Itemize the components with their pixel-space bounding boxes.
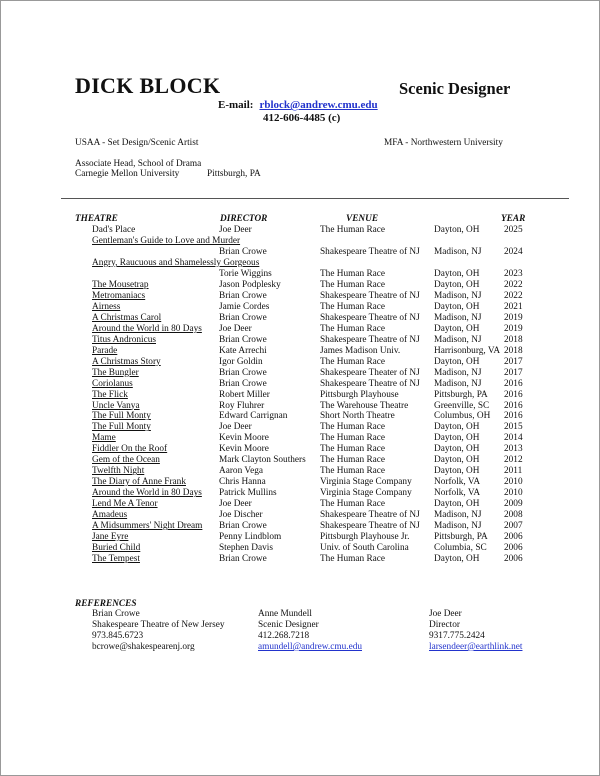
city: Dayton, OH bbox=[434, 301, 480, 312]
city: Dayton, OH bbox=[434, 499, 480, 510]
director: Chris Hanna bbox=[219, 477, 266, 488]
year: 2017 bbox=[504, 367, 523, 378]
city: Dayton, OH bbox=[434, 455, 480, 466]
director: Brian Crowe bbox=[219, 554, 267, 565]
venue: Pittsburgh Playhouse bbox=[320, 389, 399, 400]
table-row bbox=[1, 280, 599, 291]
production-title: The Tempest bbox=[92, 554, 140, 565]
director: Jason Podplesky bbox=[219, 279, 281, 290]
credits-table bbox=[1, 225, 599, 565]
city: Norfolk, VA bbox=[434, 488, 481, 499]
table-row bbox=[1, 521, 599, 532]
director: Joe Deer bbox=[219, 323, 252, 334]
table-row bbox=[1, 302, 599, 313]
table-row bbox=[1, 510, 599, 521]
production-title: Around the World in 80 Days bbox=[92, 323, 202, 334]
reference-email-link[interactable]: larsendeer@earthlink.net bbox=[429, 642, 523, 652]
year: 2006 bbox=[504, 554, 523, 565]
year: 2019 bbox=[504, 323, 523, 334]
position: Associate Head, School of Drama bbox=[75, 159, 202, 169]
table-row bbox=[1, 236, 599, 247]
venue: The Human Race bbox=[320, 323, 386, 334]
director: Brian Crowe bbox=[219, 367, 267, 378]
reference-entry bbox=[92, 609, 225, 653]
header-year: YEAR bbox=[501, 214, 526, 224]
production-title: Fiddler On the Roof bbox=[92, 444, 168, 455]
director: Joe Deer bbox=[219, 422, 252, 433]
year: 2019 bbox=[504, 312, 523, 323]
production-title: Titus Andronicus bbox=[92, 334, 156, 345]
year: 2009 bbox=[504, 499, 523, 510]
production-title: Metromaniacs bbox=[92, 290, 146, 301]
reference-entry bbox=[429, 609, 522, 653]
director: Brian Crowe bbox=[219, 246, 267, 257]
table-row bbox=[1, 346, 599, 357]
year: 2016 bbox=[504, 378, 523, 389]
city: Pittsburgh, PA bbox=[434, 389, 488, 400]
city: Madison, NJ bbox=[434, 510, 482, 521]
city: Columbia, SC bbox=[434, 543, 487, 554]
venue: James Madison Univ. bbox=[320, 345, 401, 356]
year: 2012 bbox=[504, 455, 523, 466]
director: Torie Wiggins bbox=[219, 268, 272, 279]
table-row bbox=[1, 247, 599, 258]
references-heading: REFERENCES bbox=[75, 599, 137, 609]
table-row bbox=[1, 433, 599, 444]
production-title: Parade bbox=[92, 345, 118, 356]
city: Madison, NJ bbox=[434, 246, 482, 257]
table-row bbox=[1, 422, 599, 433]
venue: The Human Race bbox=[320, 433, 386, 444]
year: 2017 bbox=[504, 356, 523, 367]
table-row bbox=[1, 532, 599, 543]
reference-org: Director bbox=[429, 620, 460, 630]
production-title: The Diary of Anne Frank bbox=[92, 477, 186, 488]
email-link[interactable]: rblock@andrew.cmu.edu bbox=[259, 99, 378, 111]
reference-entry bbox=[258, 609, 362, 653]
year: 2016 bbox=[504, 389, 523, 400]
city: Madison, NJ bbox=[434, 334, 482, 345]
year: 2006 bbox=[504, 532, 523, 543]
venue: Shakespeare Theatre of NJ bbox=[320, 510, 420, 521]
venue: The Human Race bbox=[320, 499, 386, 510]
header-director: DIRECTOR bbox=[220, 214, 268, 224]
venue: Shakespeare Theatre of NJ bbox=[320, 334, 420, 345]
name-heading: DICK BLOCK bbox=[75, 73, 221, 98]
table-row bbox=[1, 291, 599, 302]
location: Pittsburgh, PA bbox=[207, 169, 261, 179]
venue: Shakespeare Theatre of NJ bbox=[320, 290, 420, 301]
director: Brian Crowe bbox=[219, 334, 267, 345]
city: Norfolk, VA bbox=[434, 477, 481, 488]
venue: The Human Race bbox=[320, 356, 386, 367]
venue: Shakespeare Theatre of NJ bbox=[320, 246, 420, 257]
city: Dayton, OH bbox=[434, 356, 480, 367]
city: Madison, NJ bbox=[434, 367, 482, 378]
role-heading: Scenic Designer bbox=[399, 79, 511, 98]
venue: The Human Race bbox=[320, 466, 386, 477]
venue: Pittsburgh Playhouse Jr. bbox=[320, 532, 410, 543]
city: Pittsburgh, PA bbox=[434, 532, 488, 543]
director: Jamie Cordes bbox=[219, 301, 270, 312]
director: Brian Crowe bbox=[219, 378, 267, 389]
production-title: The Full Monty bbox=[92, 422, 151, 433]
reference-name: Anne Mundell bbox=[258, 609, 312, 619]
year: 2022 bbox=[504, 279, 523, 290]
year: 2015 bbox=[504, 422, 523, 433]
table-row bbox=[1, 499, 599, 510]
production-title: Angry, Raucuous and Shamelessly Gorgeous bbox=[92, 257, 260, 268]
production-title: Mame bbox=[92, 433, 116, 444]
director: Brian Crowe bbox=[219, 290, 267, 301]
production-title: The Full Monty bbox=[92, 411, 151, 422]
director: Kate Arrechi bbox=[219, 345, 267, 356]
city: Madison, NJ bbox=[434, 521, 482, 532]
city: Dayton, OH bbox=[434, 466, 480, 477]
production-title: Uncle Vanya bbox=[92, 400, 140, 411]
year: 2023 bbox=[504, 268, 523, 279]
director: Joe Deer bbox=[219, 499, 252, 510]
year: 2014 bbox=[504, 433, 523, 444]
venue: Virginia Stage Company bbox=[320, 477, 412, 488]
production-title: Coriolanus bbox=[92, 378, 133, 389]
table-row bbox=[1, 335, 599, 346]
year: 2021 bbox=[504, 301, 523, 312]
reference-name: Brian Crowe bbox=[92, 609, 140, 619]
venue: Shakespeare Theatre of NJ bbox=[320, 521, 420, 532]
reference-name: Joe Deer bbox=[429, 609, 462, 619]
production-title: Around the World in 80 Days bbox=[92, 488, 202, 499]
director: Igor Goldin bbox=[219, 356, 263, 367]
table-row bbox=[1, 324, 599, 335]
city: Madison, NJ bbox=[434, 290, 482, 301]
table-row bbox=[1, 466, 599, 477]
venue: Univ. of South Carolina bbox=[320, 543, 409, 554]
city: Madison, NJ bbox=[434, 312, 482, 323]
reference-org: Scenic Designer bbox=[258, 620, 319, 630]
production-title: Airness bbox=[92, 301, 121, 312]
header-venue: VENUE bbox=[346, 214, 379, 224]
director: Patrick Mullins bbox=[219, 488, 277, 499]
table-row bbox=[1, 379, 599, 390]
year: 2010 bbox=[504, 488, 523, 499]
production-title: The Bungler bbox=[92, 367, 139, 378]
city: Dayton, OH bbox=[434, 433, 480, 444]
venue: Short North Theatre bbox=[320, 411, 395, 422]
table-row bbox=[1, 225, 599, 236]
email-line bbox=[218, 99, 378, 111]
director: Penny Lindblom bbox=[219, 532, 282, 543]
table-row bbox=[1, 543, 599, 554]
reference-email-link[interactable]: amundell@andrew.cmu.edu bbox=[258, 642, 362, 652]
venue: The Human Race bbox=[320, 422, 386, 433]
production-title: The Flick bbox=[92, 389, 128, 400]
director: Edward Carrignan bbox=[219, 411, 288, 422]
year: 2007 bbox=[504, 521, 523, 532]
year: 2022 bbox=[504, 290, 523, 301]
director: Mark Clayton Southers bbox=[219, 455, 306, 466]
production-title: Dad's Place bbox=[92, 225, 136, 235]
year: 2018 bbox=[504, 334, 523, 345]
table-row bbox=[1, 390, 599, 401]
production-title: Jane Eyre bbox=[92, 532, 129, 543]
table-row bbox=[1, 477, 599, 488]
venue: The Human Race bbox=[320, 554, 386, 565]
reference-email: bcrowe@shakespearenj.org bbox=[92, 642, 195, 652]
table-row bbox=[1, 258, 599, 269]
venue: Shakespeare Theatre of NJ bbox=[320, 378, 420, 389]
director: Robert Miller bbox=[219, 389, 270, 400]
city: Dayton, OH bbox=[434, 422, 480, 433]
year: 2013 bbox=[504, 444, 523, 455]
production-title: Gentleman's Guide to Love and Murder bbox=[92, 235, 241, 246]
production-title: Buried Child bbox=[92, 543, 141, 554]
director: Kevin Moore bbox=[219, 444, 269, 455]
divider bbox=[61, 198, 569, 199]
city: Dayton, OH bbox=[434, 554, 480, 565]
table-row bbox=[1, 401, 599, 412]
table-row bbox=[1, 269, 599, 280]
production-title: A Midsummers' Night Dream bbox=[92, 521, 203, 532]
director: Brian Crowe bbox=[219, 521, 267, 532]
reference-phone: 973.845.6723 bbox=[92, 631, 144, 641]
table-row bbox=[1, 444, 599, 455]
table-row bbox=[1, 313, 599, 324]
city: Greenville, SC bbox=[434, 400, 490, 411]
header-theatre: THEATRE bbox=[75, 214, 118, 224]
director: Brian Crowe bbox=[219, 312, 267, 323]
affiliation-right: MFA - Northwestern University bbox=[384, 138, 503, 148]
year: 2016 bbox=[504, 411, 523, 422]
city: Dayton, OH bbox=[434, 323, 480, 334]
venue: The Warehouse Theatre bbox=[320, 400, 409, 411]
venue: The Human Race bbox=[320, 455, 386, 466]
production-title: The Mousetrap bbox=[92, 279, 149, 290]
production-title: Amadeus bbox=[92, 510, 128, 521]
city: Columbus, OH bbox=[434, 411, 491, 422]
production-title: A Christmas Carol bbox=[92, 312, 162, 323]
director: Stephen Davis bbox=[219, 543, 273, 554]
venue: Shakespeare Theatre of NJ bbox=[320, 312, 420, 323]
reference-org: Shakespeare Theatre of New Jersey bbox=[92, 620, 225, 630]
year: 2018 bbox=[504, 345, 523, 356]
city: Dayton, OH bbox=[434, 279, 480, 290]
city: Harrisonburg, VA bbox=[434, 345, 501, 356]
year: 2025 bbox=[504, 225, 523, 235]
venue: The Human Race bbox=[320, 279, 386, 290]
reference-phone: 9317.775.2424 bbox=[429, 631, 485, 641]
production-title: Twelfth Night bbox=[92, 466, 145, 477]
venue: The Human Race bbox=[320, 444, 386, 455]
year: 2016 bbox=[504, 400, 523, 411]
year: 2024 bbox=[504, 246, 523, 257]
table-row bbox=[1, 368, 599, 379]
table-row bbox=[1, 455, 599, 466]
production-title: Gem of the Ocean bbox=[92, 455, 160, 466]
venue: Virginia Stage Company bbox=[320, 488, 412, 499]
table-row bbox=[1, 411, 599, 422]
table-row bbox=[1, 357, 599, 368]
year: 2008 bbox=[504, 510, 523, 521]
venue: Shakespeare Theater of NJ bbox=[320, 367, 420, 378]
venue: The Human Race bbox=[320, 301, 386, 312]
city: Dayton, OH bbox=[434, 268, 480, 279]
city: Dayton, OH bbox=[434, 444, 480, 455]
email-label: E-mail: bbox=[218, 99, 254, 111]
production-title: A Christmas Story bbox=[92, 356, 161, 367]
venue: The Human Race bbox=[320, 225, 386, 235]
affiliation-left: USAA - Set Design/Scenic Artist bbox=[75, 138, 199, 148]
director: Aaron Vega bbox=[219, 466, 263, 477]
production-title: Lend Me A Tenor bbox=[92, 499, 158, 510]
reference-phone: 412.268.7218 bbox=[258, 631, 310, 641]
institution: Carnegie Mellon University bbox=[75, 169, 180, 179]
year: 2006 bbox=[504, 543, 523, 554]
table-row bbox=[1, 554, 599, 565]
year: 2011 bbox=[504, 466, 523, 477]
director: Roy Fluhrer bbox=[219, 400, 265, 411]
venue: The Human Race bbox=[320, 268, 386, 279]
director: Joe Deer bbox=[219, 225, 252, 235]
phone: 412-606-4485 (c) bbox=[263, 112, 341, 124]
city: Dayton, OH bbox=[434, 225, 480, 235]
year: 2010 bbox=[504, 477, 523, 488]
director: Joe Discher bbox=[219, 510, 263, 521]
city: Madison, NJ bbox=[434, 378, 482, 389]
director: Kevin Moore bbox=[219, 433, 269, 444]
table-row bbox=[1, 488, 599, 499]
